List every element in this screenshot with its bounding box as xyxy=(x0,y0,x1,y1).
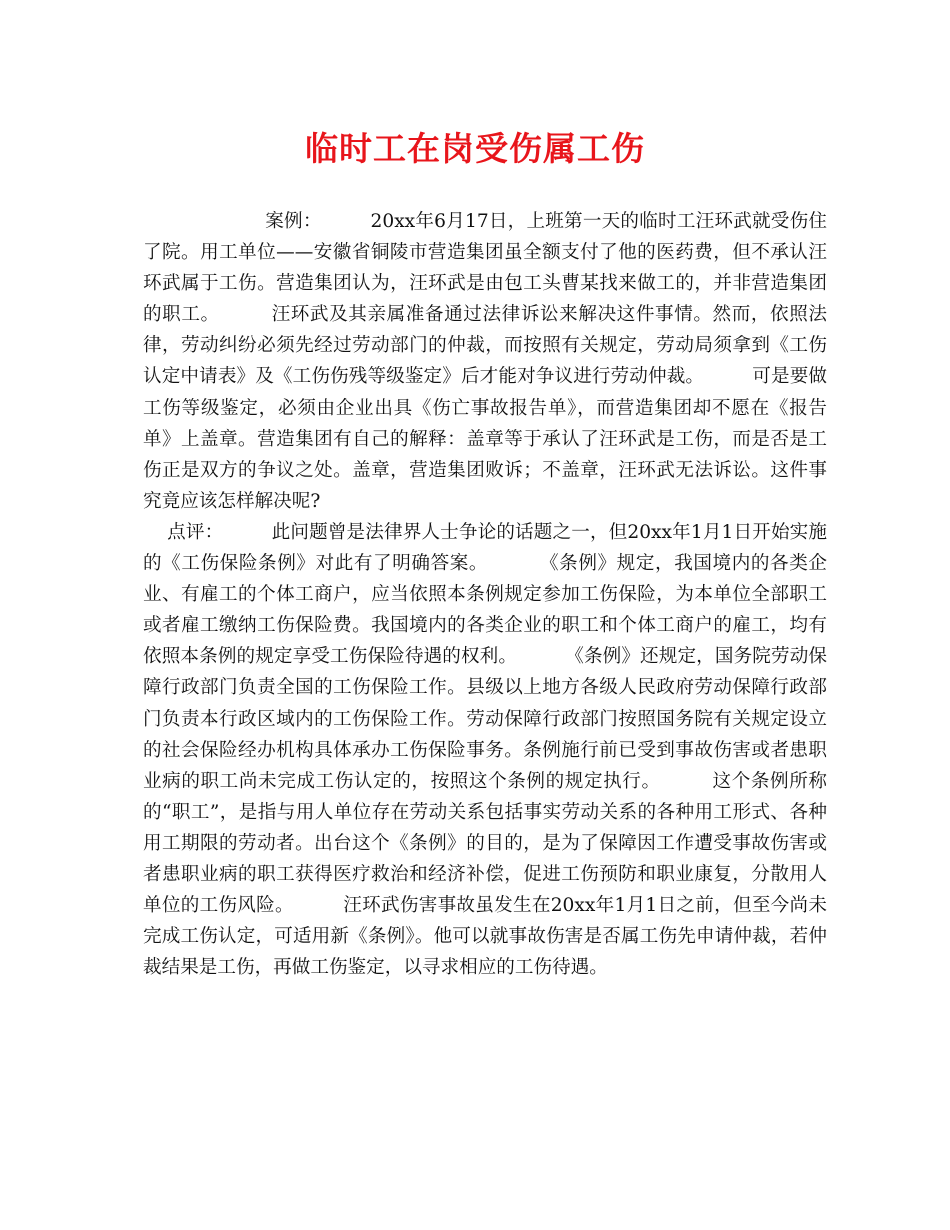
paragraph-commentary: 点评： 此问题曾是法律界人士争论的话题之一，但20xx年1月1日开始实施的《工伤保险条例》对此有了明确答案。 《条例》规定，我国境内的各类企业、有雇工的个体工商户，应当依照本条例规定参加工伤保险，为本单位全部职工或者雇工缴纳工伤保险费。我国境内的各类企业的职工和个体工商户的雇工，均有依照本条例的规定享受工伤保险待遇的权利。 《条例》还规定，国务院劳动保障行政部门负责全国的工伤保险工作。县级以上地方各级人民政府劳动保障行政部门负责本行政区域内的工伤保险工作。劳动保障行政部门按照国务院有关规定设立的社会保险经办机构具体承办工伤保险事务。条例施行前已受到事故伤害或者患职业病的职工尚未完成工伤认定的，按照这个条例的规定执行。 这个条例所称的“职工”，是指与用人单位存在劳动关系包括事实劳动关系的各种用工形式、各种用工期限的劳动者。出台这个《条例》的目的，是为了保障因工作遭受事故伤害或者患职业病的职工获得医疗救治和经济补偿，促进工伤预防和职业康复，分散用人单位的工伤风险。 汪环武伤害事故虽发生在20xx年1月1日之前，但至今尚未完成工伤认定，可适用新《条例》。他可以就事故伤害是否属工伤先申请仲裁，若仲裁结果是工伤，再做工伤鉴定，以寻求相应的工伤待遇。 xyxy=(143,521,827,979)
document-body xyxy=(143,206,827,983)
paragraph-case: 案例： 20xx年6月17日，上班第一天的临时工汪环武就受伤住了院。用工单位——安徽省铜陵市营造集团虽全额支付了他的医药费，但不承认汪环武属于工伤。营造集团认为，汪环武是由包工头曹某找来做工的，并非营造集团的职工。 汪环武及其亲属准备通过法律诉讼来解决这件事情。然而，依照法律，劳动纠纷必须先经过劳动部门的仲裁，而按照有关规定，劳动局须拿到《工伤认定中请表》及《工伤伤残等级鉴定》后才能对争议进行劳动仲裁。 可是要做工伤等级鉴定，必须由企业出具《伤亡事故报告单》，而营造集团却不愿在《报告单》上盖章。营造集团有自己的解释：盖章等于承认了汪环武是工伤，而是否是工伤正是双方的争议之处。盖章，营造集团败诉；不盖章，汪环武无法诉讼。这件事究竟应该怎样解决呢? xyxy=(143,211,827,512)
document-title: 临时工在岗受伤属工伤 xyxy=(305,129,645,168)
